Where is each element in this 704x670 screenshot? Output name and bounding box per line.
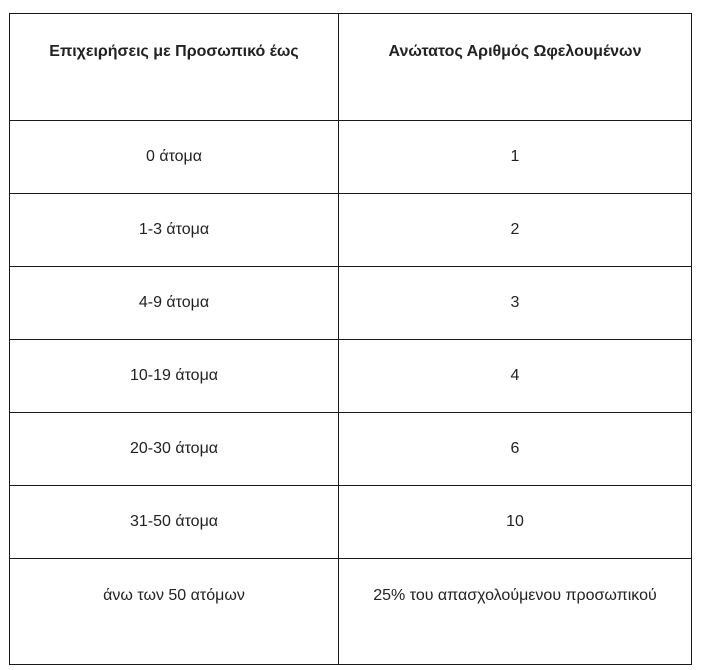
beneficiaries-table — [9, 13, 692, 665]
cell-staff-size: 31-50 άτομα — [10, 486, 339, 559]
cell-max-beneficiaries: 4 — [339, 340, 692, 413]
header-staff-size: Επιχειρήσεις με Προσωπικό έως — [10, 14, 339, 121]
table-row — [10, 559, 692, 665]
cell-max-beneficiaries: 1 — [339, 121, 692, 194]
table-row — [10, 413, 692, 486]
table-header-row — [10, 14, 692, 121]
cell-max-beneficiaries: 6 — [339, 413, 692, 486]
cell-staff-size: 20-30 άτομα — [10, 413, 339, 486]
cell-staff-size: άνω των 50 ατόμων — [10, 559, 339, 665]
table-row — [10, 194, 692, 267]
cell-max-beneficiaries: 10 — [339, 486, 692, 559]
cell-max-beneficiaries: 2 — [339, 194, 692, 267]
table-row — [10, 340, 692, 413]
table-row — [10, 121, 692, 194]
cell-staff-size: 0 άτομα — [10, 121, 339, 194]
cell-max-beneficiaries: 3 — [339, 267, 692, 340]
cell-staff-size: 10-19 άτομα — [10, 340, 339, 413]
cell-max-beneficiaries: 25% του απασχολούμενου προσωπικού — [339, 559, 692, 665]
cell-staff-size: 4-9 άτομα — [10, 267, 339, 340]
table-row — [10, 267, 692, 340]
header-max-beneficiaries: Ανώτατος Αριθμός Ωφελουμένων — [339, 14, 692, 121]
cell-staff-size: 1-3 άτομα — [10, 194, 339, 267]
table-row — [10, 486, 692, 559]
